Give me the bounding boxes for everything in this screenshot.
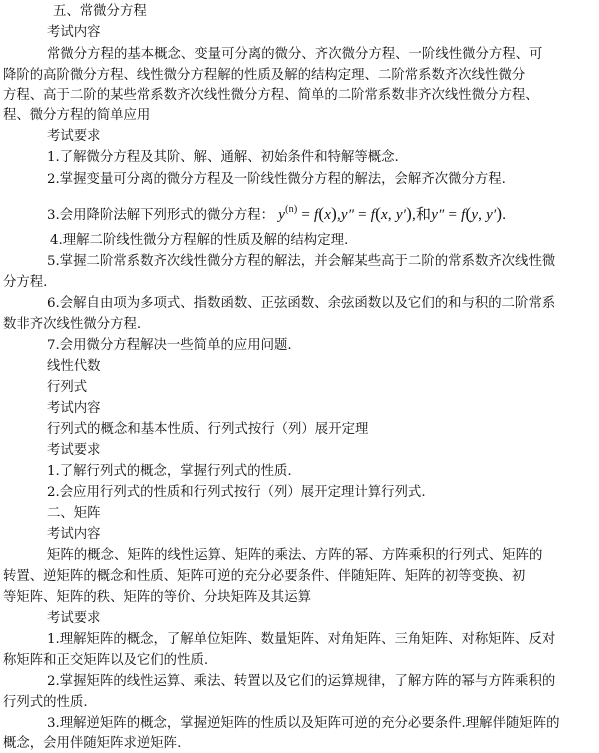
requirement-item-with-formula	[47, 200, 507, 223]
section-heading: 五、常微分方程	[53, 4, 147, 19]
subheading-exam-requirements: 考试要求	[47, 129, 101, 144]
requirement-item: 6.会解自由项为多项式、指数函数、正弦函数、余弦函数以及它们的和与积的二阶常系	[47, 296, 556, 311]
subheading-exam-content: 考试内容	[47, 25, 101, 40]
subheading-exam-requirements: 考试要求	[47, 611, 101, 626]
section-heading: 线性代数	[47, 359, 101, 374]
requirement-item: 1.了解行列式的概念，掌握行列式的性质.	[47, 464, 292, 479]
requirement-item: 7.会用微分方程解决一些简单的应用问题.	[47, 338, 292, 353]
paragraph-line: 转置、逆矩阵的概念和性质、矩阵可逆的充分必要条件、伴随矩阵、矩阵的初等变换、初	[3, 569, 526, 584]
paragraph-line: 行列式的概念和基本性质、行列式按行（列）展开定理	[47, 422, 369, 437]
subheading-exam-requirements: 考试要求	[47, 443, 101, 458]
paragraph-line: 等矩阵、矩阵的秩、矩阵的等价、分块矩阵及其运算	[3, 590, 311, 605]
subheading-exam-content: 考试内容	[47, 401, 101, 416]
paragraph-line: 行列式的性质.	[3, 695, 88, 710]
requirement-item: 5.掌握二阶常系数齐次线性微分方程的解法，并会解某些高于二阶的常系数齐次线性微	[47, 254, 556, 269]
paragraph-line: 降阶的高阶微分方程、线性微分方程解的性质及解的结构定理、二阶常系数齐次线性微分	[3, 68, 526, 83]
paragraph-line: 称矩阵和正交矩阵以及它们的性质.	[3, 653, 209, 668]
math-formula: $y^{(n)} = f(x),y'' = f(x$, y′),和y″ = f(y, y′).	[278, 204, 507, 223]
requirement-item: 2.掌握变量可分离的微分方程及一阶线性微分方程的解法，会解齐次微分方程.	[47, 172, 506, 187]
subheading-exam-content: 考试内容	[47, 527, 101, 542]
requirement-item: 1.了解微分方程及其阶、解、通解、初始条件和特解等概念.	[47, 150, 399, 165]
requirement-item: 4.理解二阶线性微分方程解的性质及解的结构定理.	[50, 233, 349, 248]
paragraph-line: 矩阵的概念、矩阵的线性运算、矩阵的乘法、方阵的幂、方阵乘积的行列式、矩阵的	[47, 548, 543, 563]
requirement-item: 3.理解逆矩阵的概念，掌握逆矩阵的性质以及矩阵可逆的充分必要条件.理解伴随矩阵的	[47, 716, 560, 731]
paragraph-line: 概念，会用伴随矩阵求逆矩阵.	[3, 736, 182, 751]
paragraph-line: 常微分方程的基本概念、变量可分离的微分、齐次微分方程、一阶线性微分方程、可	[47, 47, 543, 62]
requirement-item: 1.理解矩阵的概念，了解单位矩阵、数量矩阵、对角矩阵、三角矩阵、对称矩阵、反对	[47, 632, 556, 647]
requirement-text: 3.会用降阶法解下列形式的微分方程：	[47, 208, 275, 223]
paragraph-line: 分方程.	[3, 275, 48, 290]
section-heading: 二、矩阵	[47, 506, 101, 521]
paragraph-line: 方程、高于二阶的某些常系数齐次线性微分方程、简单的二阶常系数非齐次线性微分方程、	[3, 88, 539, 103]
requirement-item: 2.掌握矩阵的线性运算、乘法、转置以及它们的运算规律，了解方阵的幂与方阵乘积的	[47, 674, 556, 689]
paragraph-line: 程、微分方程的简单应用	[3, 108, 151, 123]
section-heading: 行列式	[47, 380, 88, 395]
requirement-item: 2.会应用行列式的性质和行列式按行（列）展开定理计算行列式.	[47, 485, 426, 500]
paragraph-line: 数非齐次线性微分方程.	[3, 317, 142, 332]
